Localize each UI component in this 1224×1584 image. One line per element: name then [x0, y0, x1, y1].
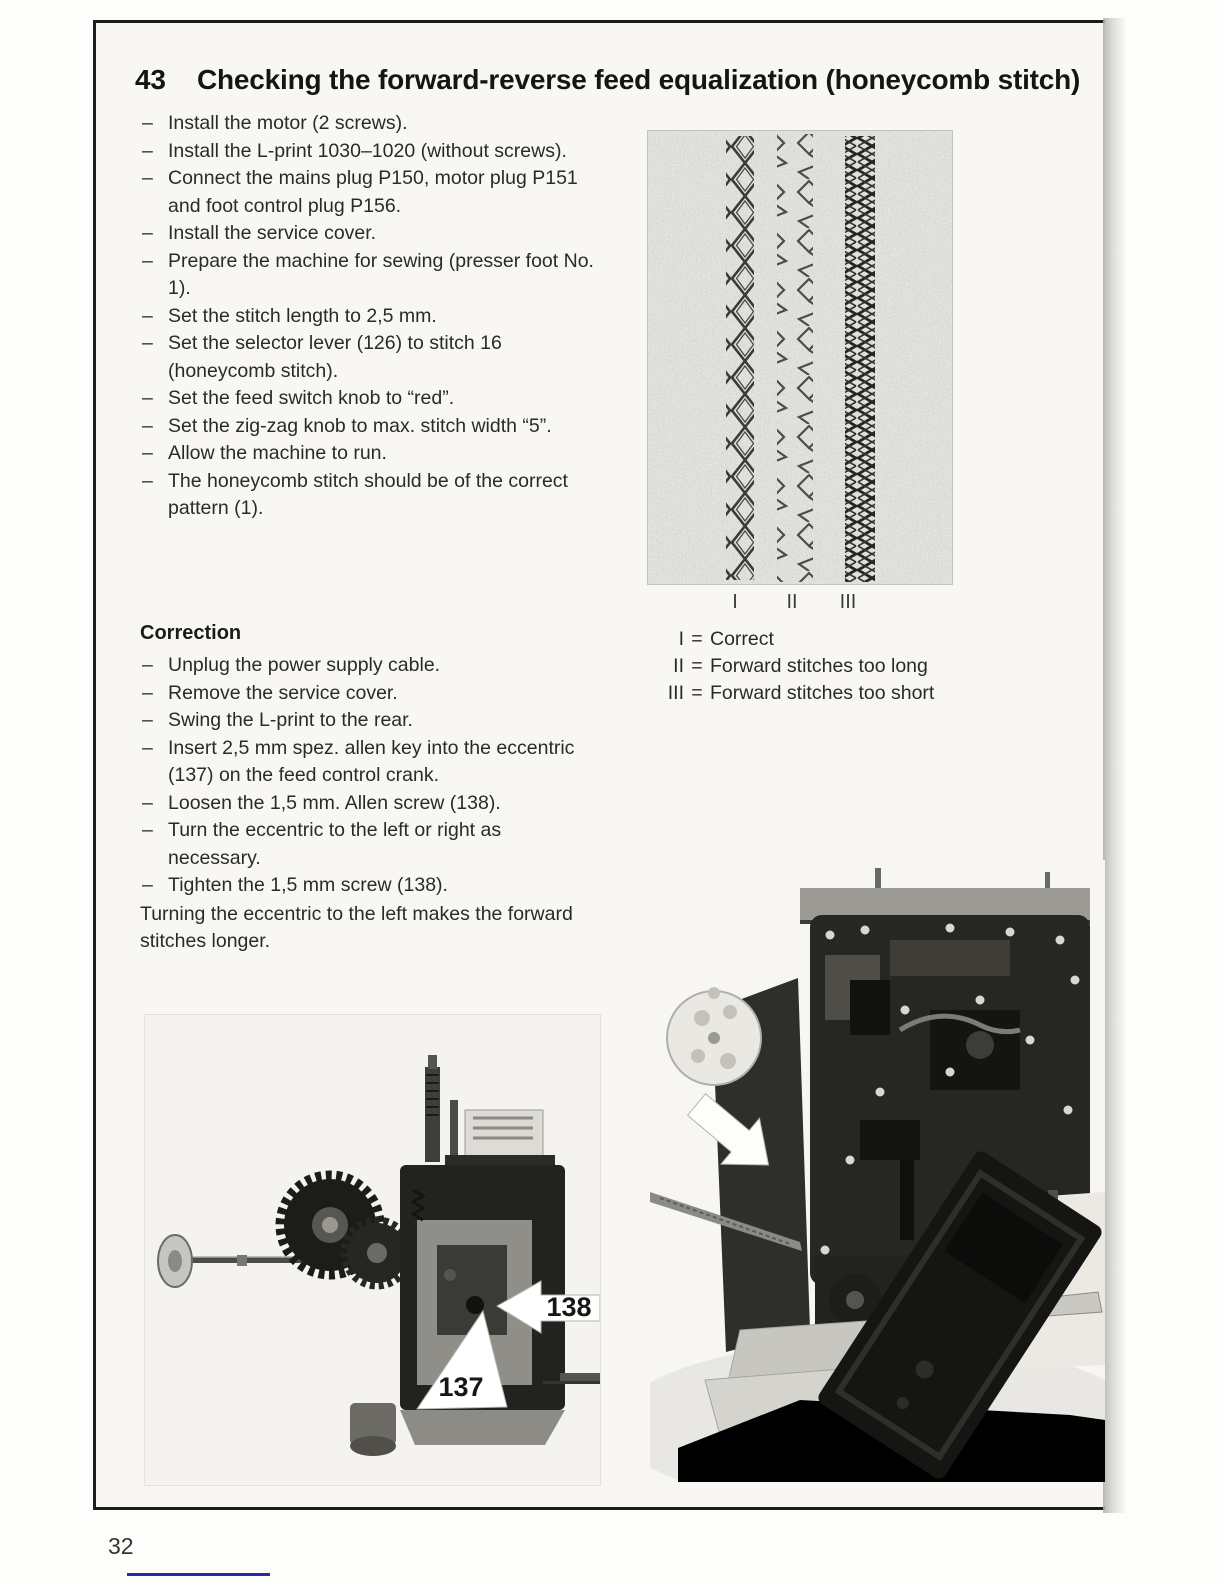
list-item: – Allow the machine to run.: [140, 440, 598, 468]
list-item: – Connect the mains plug P150, motor plug P151 and foot control plug P156.: [140, 165, 598, 220]
section-heading: [135, 64, 1095, 96]
list-item: – Loosen the 1,5 mm. Allen screw (138).: [140, 790, 598, 818]
correction-heading: Correction: [140, 622, 242, 644]
stitch-legend: [648, 626, 934, 707]
correction-steps-list: [140, 652, 598, 900]
setup-steps-list: [140, 110, 598, 523]
mechanism-image: [145, 1015, 600, 1485]
page-edge-shadow: [1103, 18, 1127, 1513]
legend-numeral: I: [678, 628, 684, 650]
list-item: – Set the feed switch knob to “red”.: [140, 385, 598, 413]
stitch-column-too-short: [845, 136, 875, 582]
legend-row: [648, 653, 934, 680]
svg-text:137: 137: [438, 1372, 484, 1402]
section-title: Checking the forward-reverse feed equalization (honeycomb stitch): [197, 64, 1081, 95]
feed-crank-photo: [145, 1015, 600, 1485]
stitch-column-correct: [726, 136, 754, 580]
legend-numeral: II: [673, 655, 684, 677]
page-number: 32: [108, 1533, 134, 1559]
column-label-i: I: [732, 591, 738, 613]
list-item: – Install the service cover.: [140, 220, 598, 248]
legend-text: Correct: [710, 628, 774, 650]
list-item: – Remove the service cover.: [140, 680, 598, 708]
list-item: – Swing the L-print to the rear.: [140, 707, 598, 735]
list-item: – The honeycomb stitch should be of the correct pattern (1).: [140, 468, 598, 523]
correction-section: [140, 622, 602, 956]
section-number: 43: [135, 64, 166, 95]
correction-note: Turning the eccentric to the left makes the forward stitches longer.: [140, 902, 573, 952]
list-item: – Install the L-print 1030–1020 (without screws).: [140, 138, 598, 166]
legend-equals: =: [691, 655, 703, 677]
honeycomb-stitch-photo: [647, 130, 953, 585]
machine-image: [650, 860, 1105, 1482]
machine-rear-photo: [650, 860, 1105, 1482]
list-item: – Set the zig-zag knob to max. stitch width “5”.: [140, 413, 598, 441]
column-label-ii: II: [786, 591, 798, 613]
legend-row: [648, 626, 934, 653]
stitch-sample-image: [647, 130, 953, 585]
list-item: – Insert 2,5 mm spez. allen key into the eccentric (137) on the feed control crank.: [140, 735, 598, 790]
list-item: – Set the stitch length to 2,5 mm.: [140, 303, 598, 331]
list-item: – Set the selector lever (126) to stitch 16 (honeycomb stitch).: [140, 330, 598, 385]
column-label-iii: III: [839, 591, 857, 613]
list-item: – Prepare the machine for sewing (presser foot No. 1).: [140, 248, 598, 303]
list-item: – Turn the eccentric to the left or right as necessary.: [140, 817, 598, 872]
stitch-column-too-long: [777, 134, 813, 582]
list-item: – Install the motor (2 screws).: [140, 110, 598, 138]
list-item: – Tighten the 1,5 mm screw (138).: [140, 872, 598, 900]
scan-artifact-line: [127, 1573, 270, 1576]
legend-text: Forward stitches too short: [710, 682, 935, 704]
list-item: – Unplug the power supply cable.: [140, 652, 598, 680]
svg-text:138: 138: [546, 1292, 592, 1322]
legend-text: Forward stitches too long: [710, 655, 928, 677]
legend-row: [648, 680, 934, 707]
legend-equals: =: [691, 628, 703, 650]
legend-equals: =: [691, 682, 703, 704]
legend-numeral: III: [667, 682, 684, 704]
